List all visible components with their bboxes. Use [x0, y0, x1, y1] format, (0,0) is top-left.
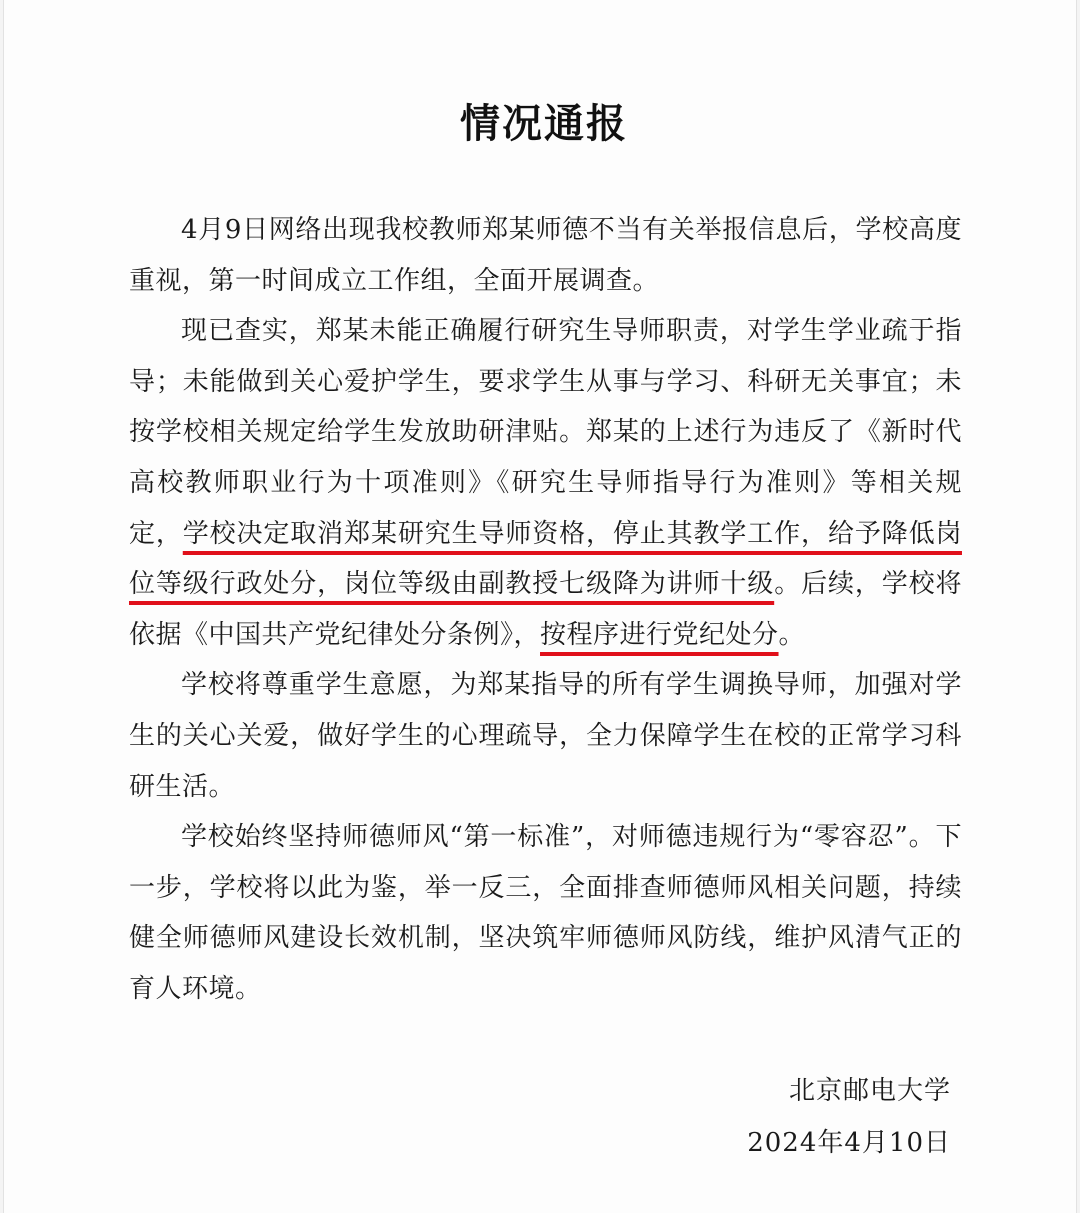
document-body: [129, 205, 962, 1015]
paragraph-text: 学校将尊重学生意愿，为郑某指导的所有学生调换导师，加强对学生的关心关爱，做好学生的心理疏导，全力保障学生在校的正常学习科研生活。: [129, 670, 962, 802]
signature-date: 2024年4月10日: [747, 1128, 951, 1158]
paragraph-text: 4月9日网络出现我校教师郑某师德不当有关举报信息后，学校高度重视，第一时间成立工作组，全面开展调查。: [129, 215, 962, 296]
highlighted-penalty-text: 学校决定取消郑某研究生导师资格，停止其教学工作，给予降低岗位等级行政处分，岗位等级由副教授七级降为讲师十级: [129, 518, 962, 600]
paragraph-text: 。后续，学校将依据《中国共产党纪律处分条例》，: [129, 569, 962, 650]
highlighted-party-discipline-text: 按程序进行党纪处分: [540, 619, 779, 650]
paragraph-3: [129, 660, 962, 812]
paragraph-text: 学校始终坚持师德师风“第一标准”，对师德违规行为“零容忍”。下一步，学校将以此为鉴，举一反三，全面排查师德师风相关问题，持续健全师德师风建设长效机制，坚决筑牢师德师风防线，维护风清气正的育人环境。: [129, 822, 962, 1004]
paragraph-text: 。: [778, 619, 806, 650]
document-title: 情况通报: [460, 100, 628, 147]
signature-organization: 北京邮电大学: [788, 1076, 951, 1106]
paragraph-text: 现已查实，郑某未能正确履行研究生导师职责，对学生学业疏于指导；未能做到关心爱护学生，要求学生从事与学习、科研无关事宜；未按学校相关规定给学生发放助研津贴。郑某的上述行为违反了《新时代高校教师职业行为十项准则》《研究生导师指导行为准则》等相关规定，: [129, 316, 962, 549]
paragraph-2: [129, 306, 962, 660]
paragraph-4: [129, 812, 962, 1014]
paragraph-1: [129, 205, 962, 306]
document-page: [3, 0, 1077, 1213]
